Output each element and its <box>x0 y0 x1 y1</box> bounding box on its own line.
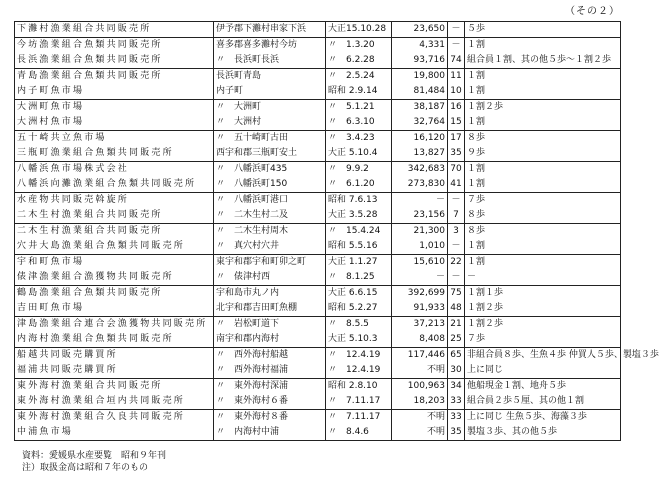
commission-terms: １割 <box>467 164 486 174</box>
transaction-amount: 21,300 <box>413 226 445 236</box>
market-name: 船越共同販売購買所 <box>17 350 118 360</box>
location-cell <box>214 131 326 162</box>
member-count-cell <box>448 379 465 410</box>
remark-note: 注）取扱金高は昭和７年のもの <box>22 463 149 473</box>
market-name: 二木生村漁業組合共同販売所 <box>17 210 163 220</box>
table-row <box>15 410 621 441</box>
established-date: 〃 6.1.20 <box>328 179 375 189</box>
member-count-cell <box>448 22 465 38</box>
member-count: 65 <box>450 350 462 360</box>
commission-terms: ８歩 <box>467 226 486 236</box>
member-count: 34 <box>450 381 462 391</box>
market-name: 俵津漁業組合漁獲物共同販売所 <box>17 272 174 282</box>
established-date-cell <box>326 100 392 131</box>
established-date: 〃 8.1.25 <box>328 272 375 282</box>
member-count: 75 <box>450 288 462 298</box>
table-row <box>15 193 621 224</box>
market-name: 八幡浜魚市場株式会社 <box>17 164 130 174</box>
table-row <box>15 38 621 69</box>
transaction-amount-cell <box>392 379 448 410</box>
market-name: 東外海村漁業組合共同販売所 <box>17 381 163 391</box>
location: 北宇和郡吉田町魚棚 <box>216 303 298 313</box>
established-date-cell <box>326 22 392 38</box>
commission-terms-cell <box>465 348 659 379</box>
established-date-cell <box>326 69 392 100</box>
location: 〃 五十崎町古田 <box>216 133 289 143</box>
member-count-cell <box>448 224 465 255</box>
market-name: 青島漁業組合魚類共同販売所 <box>17 71 163 81</box>
commission-terms-cell <box>465 255 621 286</box>
member-count: 22 <box>450 257 462 267</box>
transaction-amount: － <box>435 272 445 282</box>
member-count: 41 <box>450 179 462 189</box>
established-date-cell <box>326 410 392 441</box>
member-count: 33 <box>450 396 462 406</box>
member-count-cell <box>448 162 465 193</box>
commission-terms-cell <box>465 193 621 224</box>
transaction-amount: 15,610 <box>413 257 445 267</box>
established-date-cell <box>326 131 392 162</box>
market-name: 八幡浜向灘漁業組合魚類共同販売所 <box>17 179 197 189</box>
transaction-amount: 19,800 <box>413 71 445 81</box>
member-count-cell <box>448 193 465 224</box>
transaction-amount-cell <box>392 100 448 131</box>
commission-terms: ７歩 <box>467 334 486 344</box>
market-name-cell <box>15 22 214 38</box>
commission-terms: １割２歩 <box>467 319 504 329</box>
established-date-cell <box>326 317 392 348</box>
transaction-amount-cell <box>392 38 448 69</box>
established-date-cell <box>326 38 392 69</box>
market-name-cell <box>15 317 214 348</box>
commission-terms-cell <box>465 317 621 348</box>
commission-terms: １割 <box>467 86 486 96</box>
commission-terms: １割 <box>467 117 486 127</box>
location: 〃 東外海村６番 <box>216 396 289 406</box>
transaction-amount: 23,156 <box>413 210 445 220</box>
established-date: 〃 6.3.10 <box>328 117 375 127</box>
transaction-amount: 8,408 <box>419 334 445 344</box>
location: 長浜町青島 <box>216 71 262 81</box>
location: 〃 二木生村二及 <box>216 210 289 220</box>
table-row <box>15 100 621 131</box>
market-name: 鶴島漁業組合魚類共同販売所 <box>17 288 163 298</box>
location: 〃 西外海村船越 <box>216 350 289 360</box>
commission-terms: １割２歩 <box>467 303 504 313</box>
established-date: 大正 5.10.4 <box>328 148 378 158</box>
commission-terms: １割２歩 <box>467 102 504 112</box>
established-date: 大正 3.5.28 <box>328 210 378 220</box>
location: 〃 大洲町 <box>216 102 262 112</box>
commission-terms: ５歩 <box>467 24 486 34</box>
source-note: 資料：愛媛県水産要覧 昭和９年刊 <box>22 451 167 461</box>
established-date: 〃 7.11.17 <box>328 412 381 422</box>
transaction-amount: 38,187 <box>413 102 445 112</box>
market-name: 今坊漁業組合魚類共同販売所 <box>17 40 163 50</box>
location: 〃 東外海村深浦 <box>216 381 289 391</box>
market-name: 吉田町魚市場 <box>17 303 85 313</box>
member-count-cell <box>448 131 465 162</box>
transaction-amount-cell <box>392 348 448 379</box>
table-body <box>15 22 659 441</box>
location-cell <box>214 38 326 69</box>
member-count: 3 <box>453 226 459 236</box>
transaction-amount-cell <box>392 224 448 255</box>
location: 〃 八幡浜町435 <box>216 164 288 174</box>
transaction-amount: 不明 <box>426 365 445 375</box>
transaction-amount: 100,963 <box>407 381 445 391</box>
transaction-amount-cell <box>392 162 448 193</box>
location-cell <box>214 22 326 38</box>
member-count-cell <box>448 348 465 379</box>
market-name: 穴井大島漁業組合魚類共同販売所 <box>17 241 186 251</box>
location: 〃 内海村中浦 <box>216 427 280 437</box>
page-label: （その２） <box>565 6 620 17</box>
market-name: 大洲町魚市場 <box>17 102 85 112</box>
transaction-amount: 37,213 <box>413 319 445 329</box>
location: 東宇和郡宇和町卯之町 <box>216 257 307 267</box>
market-name-cell <box>15 379 214 410</box>
established-date-cell <box>326 224 392 255</box>
market-name-cell <box>15 162 214 193</box>
commission-terms: １割 <box>467 241 486 251</box>
market-name-cell <box>15 193 214 224</box>
market-name: 宇和町魚市場 <box>17 257 85 267</box>
location-cell <box>214 317 326 348</box>
transaction-amount-cell <box>392 22 448 38</box>
commission-terms: ８歩 <box>467 210 486 220</box>
transaction-amount: 273,830 <box>407 179 445 189</box>
table-row <box>15 317 621 348</box>
table-row <box>15 131 621 162</box>
commission-terms: 非組合員８歩、生魚４歩 仲買人５歩、製塩３歩 <box>467 350 659 360</box>
member-count: 10 <box>450 86 462 96</box>
location: 南宇和郡内海村 <box>216 334 280 344</box>
established-date: 昭和 2.8.10 <box>328 381 378 391</box>
established-date: 〃 8.5.5 <box>328 319 369 329</box>
transaction-amount: 81,484 <box>413 86 445 96</box>
established-date-cell <box>326 162 392 193</box>
member-count: 30 <box>450 365 462 375</box>
market-name: 東外海村漁業組合久良共同販売所 <box>17 412 186 422</box>
market-name: 中浦魚市場 <box>17 427 74 437</box>
commission-terms: １割１歩 <box>467 288 504 298</box>
member-count: 33 <box>450 412 462 422</box>
member-count: 17 <box>450 133 462 143</box>
location: 宇和島市丸ノ内 <box>216 288 280 298</box>
member-count: － <box>451 24 461 34</box>
established-date: 〃 6.2.28 <box>328 55 375 65</box>
commission-terms-cell <box>465 131 621 162</box>
location-cell <box>214 255 326 286</box>
established-date-cell <box>326 255 392 286</box>
established-date: 大正15.10.28 <box>328 24 387 34</box>
market-name: 長浜漁業組合魚類共同販売所 <box>17 55 163 65</box>
established-date-cell <box>326 193 392 224</box>
transaction-amount-cell <box>392 317 448 348</box>
member-count-cell <box>448 286 465 317</box>
table-row <box>15 69 621 100</box>
member-count: － <box>451 241 461 251</box>
commission-terms-cell <box>465 286 621 317</box>
commission-terms: 組合員１割、其の他５歩～１割２歩 <box>467 55 612 65</box>
market-name-cell <box>15 410 214 441</box>
commission-terms-cell <box>465 162 621 193</box>
transaction-amount-cell <box>392 193 448 224</box>
transaction-amount: 117,446 <box>407 350 445 360</box>
member-count: 35 <box>450 148 462 158</box>
location: 〃 東外海村８番 <box>216 412 289 422</box>
commission-terms: 組合員２歩５厘、其の他１割 <box>467 396 585 406</box>
member-count-cell <box>448 410 465 441</box>
established-date: 〃 5.1.21 <box>328 102 375 112</box>
member-count: － <box>451 40 461 50</box>
member-count: 48 <box>450 303 462 313</box>
transaction-amount: 23,650 <box>413 24 445 34</box>
member-count: 21 <box>450 319 462 329</box>
market-name-cell <box>15 69 214 100</box>
location-cell <box>214 348 326 379</box>
location-cell <box>214 286 326 317</box>
transaction-amount: － <box>435 195 445 205</box>
market-name-cell <box>15 224 214 255</box>
commission-terms: １割 <box>467 179 486 189</box>
transaction-amount: 13,827 <box>413 148 445 158</box>
established-date: 大正 1.1.27 <box>328 257 378 267</box>
location-cell <box>214 224 326 255</box>
location: 〃 真穴村穴井 <box>216 241 280 251</box>
location: 伊予郡下灘村串家下浜 <box>216 24 307 34</box>
established-date: 大正 6.6.15 <box>328 288 378 298</box>
market-name-cell <box>15 255 214 286</box>
location: 〃 八幡浜町港口 <box>216 195 289 205</box>
market-name-cell <box>15 38 214 69</box>
commission-terms: １割 <box>467 40 486 50</box>
market-name: 三瓶町漁業組合魚類共同販売所 <box>17 148 174 158</box>
member-count: 11 <box>450 71 462 81</box>
transaction-amount: 4,331 <box>419 40 445 50</box>
location-cell <box>214 379 326 410</box>
market-name: 五十崎共立魚市場 <box>17 133 107 143</box>
table-row <box>15 224 621 255</box>
commission-terms-cell <box>465 100 621 131</box>
market-name: 二木生村漁業組合共同販売所 <box>17 226 163 236</box>
transaction-amount-cell <box>392 131 448 162</box>
commission-terms-cell <box>465 224 621 255</box>
table-row <box>15 22 621 38</box>
table-row <box>15 379 621 410</box>
commission-terms: 上に同じ 生魚５歩、海藻３歩 <box>467 412 587 422</box>
location: 喜多郡喜多灘村今坊 <box>216 40 298 50</box>
location: 〃 長浜町長浜 <box>216 55 280 65</box>
commission-terms: １割 <box>467 71 486 81</box>
location-cell <box>214 162 326 193</box>
market-name: 内海村漁業組合魚類共同販売所 <box>17 334 174 344</box>
table-row <box>15 162 621 193</box>
established-date-cell <box>326 286 392 317</box>
established-date: 〃 9.9.2 <box>328 164 369 174</box>
established-date: 〃 3.4.23 <box>328 133 375 143</box>
footnotes <box>22 450 166 474</box>
commission-terms: １割 <box>467 257 486 267</box>
established-date: 昭和 5.2.27 <box>328 303 378 313</box>
commission-terms-cell <box>465 38 621 69</box>
table-row <box>15 348 621 379</box>
established-date-cell <box>326 379 392 410</box>
market-name-cell <box>15 131 214 162</box>
established-date: 昭和 2.9.14 <box>328 86 378 96</box>
location: 〃 西外海村福浦 <box>216 365 289 375</box>
transaction-amount: 不明 <box>426 427 445 437</box>
member-count: 15 <box>450 117 462 127</box>
member-count-cell <box>448 100 465 131</box>
transaction-amount-cell <box>392 255 448 286</box>
fish-market-table <box>14 21 659 441</box>
transaction-amount-cell <box>392 410 448 441</box>
commission-terms: － <box>467 272 477 282</box>
market-name: 水産物共同販売斡旋所 <box>17 195 130 205</box>
market-name-cell <box>15 100 214 131</box>
established-date: 〃 15.4.24 <box>328 226 381 236</box>
member-count-cell <box>448 317 465 348</box>
commission-terms: 他船現金１割、地舟５歩 <box>467 381 567 391</box>
commission-terms: 製塩３歩、其の他５歩 <box>467 427 558 437</box>
commission-terms: ９歩 <box>467 148 486 158</box>
member-count: － <box>451 272 461 282</box>
member-count: 74 <box>450 55 462 65</box>
location-cell <box>214 69 326 100</box>
market-name: 下灘村漁業組合共同販売所 <box>17 24 152 34</box>
commission-terms: 上に同じ <box>467 365 504 375</box>
market-name: 津島漁業組合連合会漁獲物共同販売所 <box>17 319 208 329</box>
member-count: 25 <box>450 334 462 344</box>
location: 〃 岩松町道下 <box>216 319 280 329</box>
transaction-amount: 392,699 <box>407 288 445 298</box>
location-cell <box>214 100 326 131</box>
transaction-amount-cell <box>392 69 448 100</box>
location: 〃 八幡浜町150 <box>216 179 288 189</box>
market-name-cell <box>15 286 214 317</box>
transaction-amount: 18,203 <box>413 396 445 406</box>
established-date: 昭和 5.5.16 <box>328 241 378 251</box>
table-row <box>15 286 621 317</box>
transaction-amount: 93,716 <box>413 55 445 65</box>
established-date: 昭和 7.6.13 <box>328 195 378 205</box>
location: 内子町 <box>216 86 244 96</box>
member-count: － <box>451 195 461 205</box>
market-name: 福浦共同販売購買所 <box>17 365 118 375</box>
transaction-amount: 1,010 <box>419 241 445 251</box>
established-date: 〃 12.4.19 <box>328 365 381 375</box>
location-cell <box>214 410 326 441</box>
transaction-amount: 91,933 <box>413 303 445 313</box>
location: 〃 俵津村西 <box>216 272 271 282</box>
transaction-amount: 16,120 <box>413 133 445 143</box>
commission-terms-cell <box>465 379 621 410</box>
commission-terms-cell <box>465 22 621 38</box>
established-date: 〃 12.4.19 <box>328 350 381 360</box>
established-date: 〃 1.3.20 <box>328 40 375 50</box>
market-name: 東外海村漁業組合垣内共同販売所 <box>17 396 186 406</box>
commission-terms: ７歩 <box>467 195 486 205</box>
established-date: 〃 7.11.17 <box>328 396 381 406</box>
member-count-cell <box>448 255 465 286</box>
member-count-cell <box>448 38 465 69</box>
member-count: 7 <box>453 210 459 220</box>
location-cell <box>214 193 326 224</box>
location: 〃 二木生村周木 <box>216 226 289 236</box>
market-name: 内子町魚市場 <box>17 86 85 96</box>
established-date: 大正 5.10.3 <box>328 334 378 344</box>
established-date: 〃 2.5.24 <box>328 71 375 81</box>
established-date: 〃 8.4.6 <box>328 427 369 437</box>
transaction-amount: 32,764 <box>413 117 445 127</box>
member-count: 16 <box>450 102 462 112</box>
table-row <box>15 255 621 286</box>
commission-terms-cell <box>465 69 621 100</box>
commission-terms-cell <box>465 410 621 441</box>
commission-terms: ８歩 <box>467 133 486 143</box>
member-count: 70 <box>450 164 462 174</box>
member-count: 35 <box>450 427 462 437</box>
member-count-cell <box>448 69 465 100</box>
transaction-amount: 不明 <box>426 412 445 422</box>
established-date-cell <box>326 348 392 379</box>
market-name-cell <box>15 348 214 379</box>
transaction-amount: 342,683 <box>407 164 445 174</box>
transaction-amount-cell <box>392 286 448 317</box>
location: 〃 大洲村 <box>216 117 262 127</box>
location: 西宇和郡三瓶町安土 <box>216 148 298 158</box>
market-name: 大洲村魚市場 <box>17 117 85 127</box>
